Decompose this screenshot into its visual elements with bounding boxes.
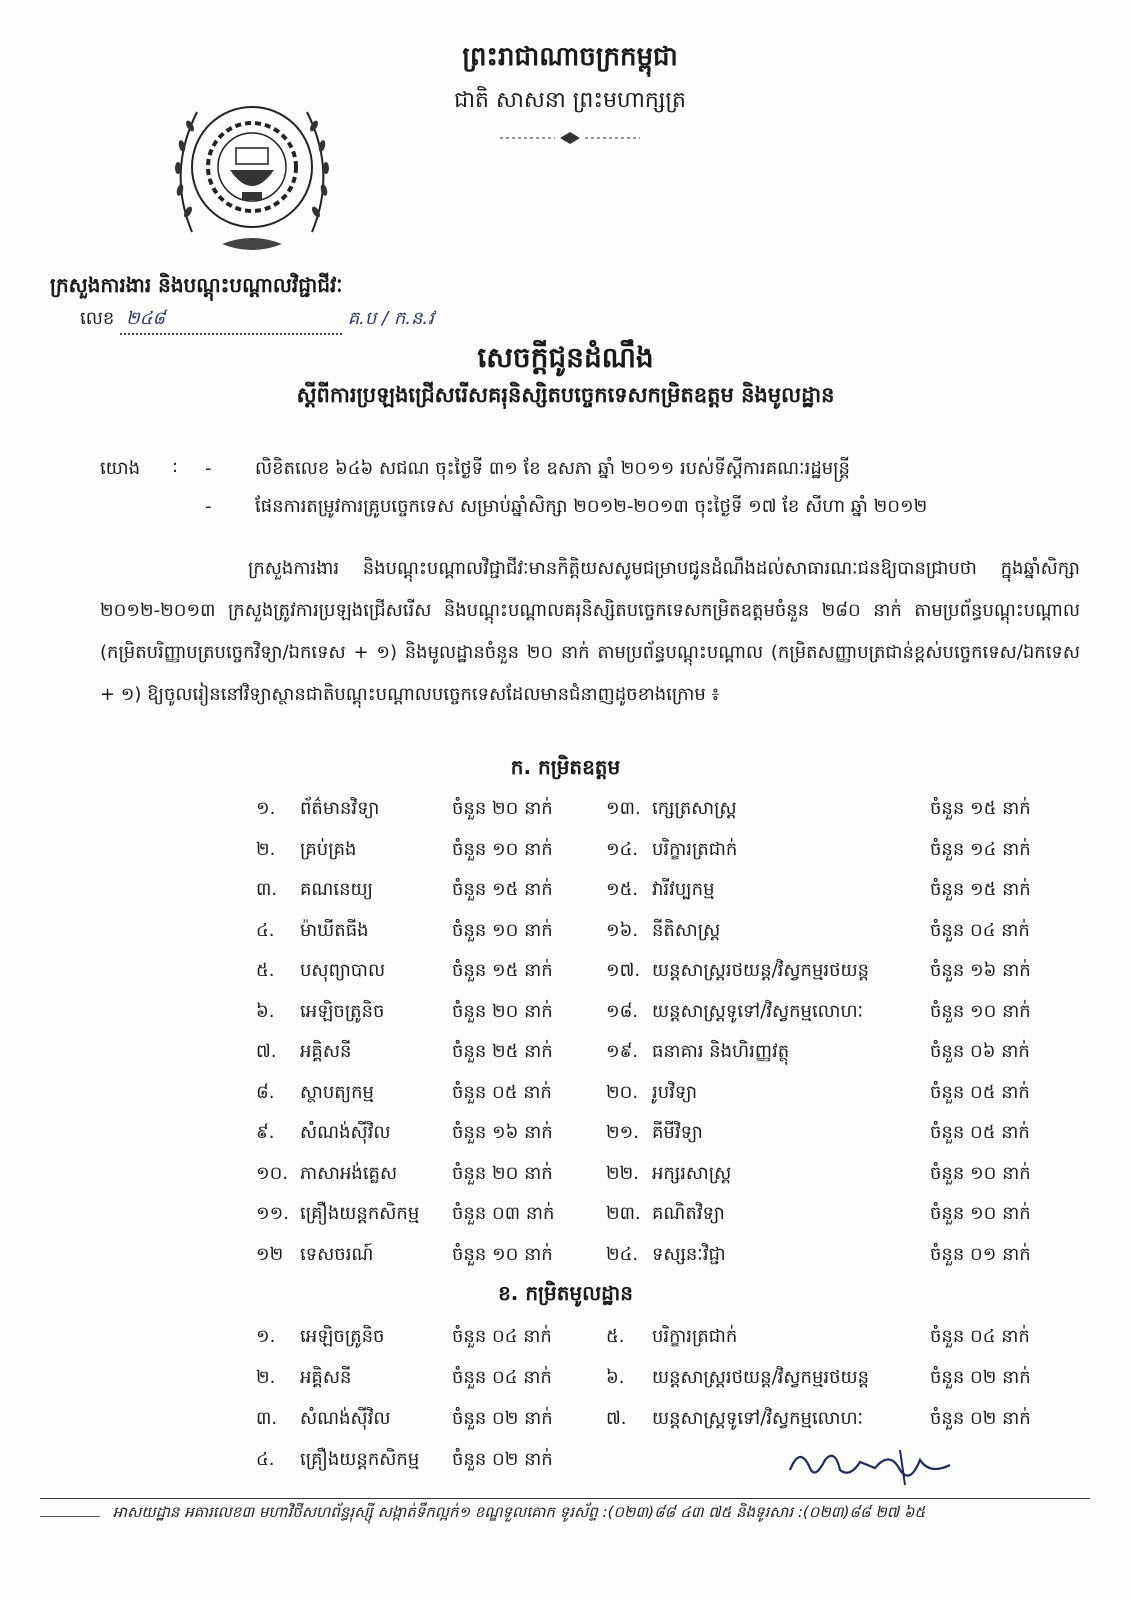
table-row (0, 1201, 1131, 1231)
item-number: ២៣. (606, 1203, 641, 1224)
skill-name: យន្តសាស្ត្ររថយន្ត/វិស្វកម្មរថយន្ត (652, 960, 870, 981)
skill-name: បរិក្ខារត្រជាក់ (652, 1326, 738, 1347)
item-number: ២២. (606, 1162, 639, 1184)
skill-name: ម៉ាឃីតធីង (300, 919, 369, 941)
item-number: ២. (256, 838, 276, 860)
skill-name: ក្សេត្រសាស្ត្រ (652, 798, 737, 819)
item-number: ២០. (606, 1081, 639, 1103)
table-row (0, 999, 1131, 1029)
student-count: ចំនួន ០២ នាក់ (930, 1367, 1031, 1388)
item-number: ៩. (256, 1122, 275, 1143)
document-subtitle: ស្តីពីការប្រឡងជ្រើសរើសគរុនិស្សិតបច្ចេកទេសកម្រិតឧត្តម និងមូលដ្ឋាន (296, 383, 835, 407)
student-count: ចំនួន ១០ នាក់ (930, 1000, 1031, 1022)
table-row (0, 837, 1131, 867)
student-count: ចំនួន ០២ នាក់ (452, 1408, 553, 1429)
table-row (0, 1324, 1131, 1354)
item-number: ៤. (256, 919, 275, 941)
skill-name: ទេសចរណ៍ (300, 1243, 374, 1265)
item-number: ១៩. (606, 1041, 639, 1062)
skill-name: វារីវប្បកម្ម (652, 879, 715, 900)
skill-name: ភាសាអង់គ្លេស (300, 1162, 398, 1184)
divider-ornament (500, 130, 640, 146)
item-number: ៥. (256, 960, 275, 981)
skill-name: សំណង់ស៊ីវិល (300, 1408, 391, 1429)
student-count: ចំនួន ០៥ នាក់ (930, 1081, 1030, 1103)
ministry-name: ក្រសួងការងារ និងបណ្តុះបណ្តាលវិជ្ជាជីវៈ (50, 273, 343, 297)
ref-code: គ.ប / ក.ន.វ (347, 308, 434, 329)
item-number: ៦. (606, 1367, 625, 1388)
student-count: ចំនួន ១៥ នាក់ (452, 960, 553, 981)
item-number: ៦. (256, 1000, 275, 1022)
student-count: ចំនួន ០៤ នាក់ (930, 919, 1030, 941)
reference-line (80, 306, 434, 335)
ref-label: លេខ (80, 308, 115, 329)
item-number: ១៧. (606, 960, 641, 981)
skill-name: អេឡិចត្រូនិច (300, 1326, 385, 1347)
student-count: ចំនួន ២០ នាក់ (452, 1162, 553, 1184)
skill-name: យន្តសាស្ត្ររថយន្ត/វិស្វកម្មរថយន្ត (652, 1367, 870, 1388)
section-a-heading: ក. កម្រិតឧត្តម (510, 755, 621, 779)
item-number: ១៦. (606, 919, 639, 941)
item-number: ១២ (256, 1243, 284, 1265)
notice-body-text: ក្រសួងការងារ និងបណ្តុះបណ្តាលវិជ្ជាជីវៈមានកិត្តិយសសូមជម្រាបជូនដំណឹងដល់សាធារណៈជនឱ្យបានជ្រាបថា ក្នុងឆ្នាំសិក្សា ២០១២-២០១៣ ក្រសួងត្រូវការប្រឡងជ្រើសរើស និងបណ្តុះបណ្តាលគរុនិស្សិតបច្ចេកទេសកម្រិតឧត្តមចំនួន ២៨០ នាក់ តាមប្រព័ន្ធបណ្តុះបណ្តាល (កម្រិតបរិញ្ញាបត្របច្ចេកវិទ្យា/ឯកទេស + ១) និងមូលដ្ឋានចំនួន ២០ នាក់ តាមប្រព័ន្ធបណ្តុះបណ្តាល (កម្រិតសញ្ញាបត្រជាន់ខ្ពស់បច្ចេកទេស/ឯកទេស + ១) ឱ្យចូលរៀននៅវិទ្យាស្ថានជាតិបណ្តុះបណ្តាលបច្ចេកទេសដែលមានជំនាញដូចខាងក្រោម ៖ (100, 558, 1081, 705)
kingdom-heading: ព្រះរាជាណាចក្រកម្ពុជា (462, 42, 678, 72)
student-count: ចំនួន ០៤ នាក់ (452, 1326, 552, 1347)
item-number: ៧. (606, 1408, 627, 1429)
item-number: ៤. (256, 1449, 275, 1470)
student-count: ចំនួន ១០ នាក់ (452, 1243, 553, 1265)
skill-name: គីមីវិទ្យា (652, 1122, 703, 1143)
table-row (0, 1039, 1131, 1069)
student-count: ចំនួន ០៦ នាក់ (930, 1041, 1030, 1062)
skill-name: រូបវិទ្យា (652, 1081, 698, 1103)
skill-name: គណិតវិទ្យា (652, 1203, 725, 1224)
table-row (0, 918, 1131, 948)
section-b-heading: ខ. កម្រិតមូលដ្ឋាន (498, 1281, 633, 1305)
references-label: យោង (100, 458, 140, 479)
student-count: ចំនួន ០៤ នាក់ (452, 1367, 552, 1388)
student-count: ចំនួន ០១ នាក់ (930, 1243, 1031, 1265)
item-number: ៥. (606, 1326, 625, 1347)
student-count: ចំនួន ១០ នាក់ (452, 838, 553, 860)
item-number: ១. (256, 1326, 276, 1347)
skill-name: យន្តសាស្ត្រទូទៅ/វិស្វកម្មលោហៈ (652, 1000, 864, 1022)
skill-name: គ្រឿងយន្តកសិកម្ម (300, 1449, 420, 1470)
footer-stamp-line (40, 1506, 100, 1517)
references-colon: : (172, 456, 179, 477)
skill-name: ស្ថាបត្យកម្ម (300, 1081, 374, 1103)
ministry-logo (162, 72, 342, 262)
item-number: ៣. (256, 1408, 278, 1429)
item-number: ៣. (256, 879, 278, 900)
student-count: ចំនួន ០២ នាក់ (452, 1449, 553, 1470)
table-row (0, 1242, 1131, 1272)
skill-name: អក្សរសាស្ត្រ (652, 1162, 732, 1184)
skill-name: ព័ត៌មានវិទ្យា (300, 798, 380, 819)
ref-number: ២៤៨ (120, 306, 342, 335)
student-count: ចំនួន ២០ នាក់ (452, 1000, 553, 1022)
table-row (0, 1447, 1131, 1477)
student-count: ចំនួន ១៥ នាក់ (930, 879, 1031, 900)
item-number: ១៥. (606, 879, 639, 900)
skill-name: យន្តសាស្ត្រទូទៅ/វិស្វកម្មលោហៈ (652, 1408, 864, 1429)
item-number: ១១. (256, 1203, 289, 1224)
item-number: ១៤. (606, 838, 639, 860)
national-motto: ជាតិ សាសនា ព្រះមហាក្សត្រ (454, 88, 686, 113)
skill-name: គ្រឿងយន្តកសិកម្ម (300, 1203, 420, 1224)
skill-name: ទស្សនៈវិជ្ជា (652, 1243, 726, 1265)
student-count: ចំនួន ១៦ នាក់ (930, 960, 1031, 981)
student-count: ចំនួន ០៤ នាក់ (930, 1326, 1030, 1347)
item-number: ១៣. (606, 798, 641, 819)
reference-item: - លិខិតលេខ ៦៤៦ សជណ ចុះថ្ងៃទី ៣១ ខែ ឧសភា ឆ្នាំ ២០១១ របស់ទីស្តីការគណៈរដ្ឋមន្ត្រី (205, 458, 850, 479)
table-row (0, 1365, 1131, 1395)
student-count: ចំនួន ១៥ នាក់ (452, 879, 553, 900)
signature (780, 1440, 960, 1490)
student-count: ចំនួន ២៥ នាក់ (452, 1041, 553, 1062)
skill-name: សំណង់ស៊ីវិល (300, 1122, 391, 1143)
skill-name: គ្រប់គ្រង (300, 838, 357, 860)
footer-text: អាសយដ្ឋាន អគារលេខ៣ មហាវិថីសហព័ន្ធរុស្ស៊ី សង្កាត់ទឹកល្អក់១ ខណ្ឌទួលគោក ទូរស័ព្ទ :(០២៣)៨៨ ៤៣ ៧៥ និងទូរសារ :(០២៣)៨៨ ២៧ ៦៥ (112, 1503, 926, 1521)
reference-item: - ផែនការតម្រូវការគ្រូបច្ចេកទេស សម្រាប់ឆ្នាំសិក្សា ២០១២-២០១៣ ចុះថ្ងៃទី ១៧ ខែ សីហា ឆ្នាំ ២០១២ (205, 496, 928, 517)
student-count: ចំនួន ១០ នាក់ (930, 1203, 1031, 1224)
document-title: សេចក្តីជូនដំណឹង (477, 341, 654, 374)
skill-name: អេឡិចត្រូនិច (300, 1000, 385, 1022)
table-row (0, 1120, 1131, 1150)
table-row (0, 796, 1131, 826)
student-count: ចំនួន ១៤ នាក់ (930, 838, 1031, 860)
student-count: ចំនួន ០៥ នាក់ (930, 1122, 1030, 1143)
student-count: ចំនួន ១០ នាក់ (452, 919, 553, 941)
table-row (0, 1080, 1131, 1110)
skill-name: បសុព្យាបាល (300, 960, 386, 981)
item-number: ១០. (256, 1162, 289, 1184)
student-count: ចំនួន ១៥ នាក់ (930, 798, 1031, 819)
skill-name: ធនាគារ និងហិរញ្ញវត្ថុ (652, 1041, 790, 1062)
table-row (0, 877, 1131, 907)
student-count: ចំនួន ១០ នាក់ (930, 1162, 1031, 1184)
student-count: ចំនួន ០៥ នាក់ (452, 1081, 552, 1103)
skill-name: បរិក្ខារត្រជាក់ (652, 838, 738, 860)
item-number: ១៨. (606, 1000, 639, 1022)
skill-name: អគ្គិសនី (300, 1367, 352, 1388)
notice-body (100, 548, 1080, 716)
skill-name: អគ្គិសនី (300, 1041, 352, 1062)
item-number: ១. (256, 798, 276, 819)
table-row (0, 1161, 1131, 1191)
student-count: ចំនួន ០២ នាក់ (930, 1408, 1031, 1429)
student-count: ចំនួន ១៦ នាក់ (452, 1122, 553, 1143)
item-number: ២. (256, 1367, 276, 1388)
student-count: ចំនួន ០៣ នាក់ (452, 1203, 555, 1224)
item-number: ២១. (606, 1122, 639, 1143)
item-number: ២៤. (606, 1243, 639, 1265)
table-row (0, 958, 1131, 988)
table-row (0, 1406, 1131, 1436)
skill-name: គណនេយ្យ (300, 879, 374, 900)
footer-address (40, 1498, 1090, 1525)
item-number: ៨. (256, 1081, 275, 1103)
student-count: ចំនួន ២០ នាក់ (452, 798, 553, 819)
item-number: ៧. (256, 1041, 277, 1062)
skill-name: នីតិសាស្ត្រ (652, 919, 721, 941)
